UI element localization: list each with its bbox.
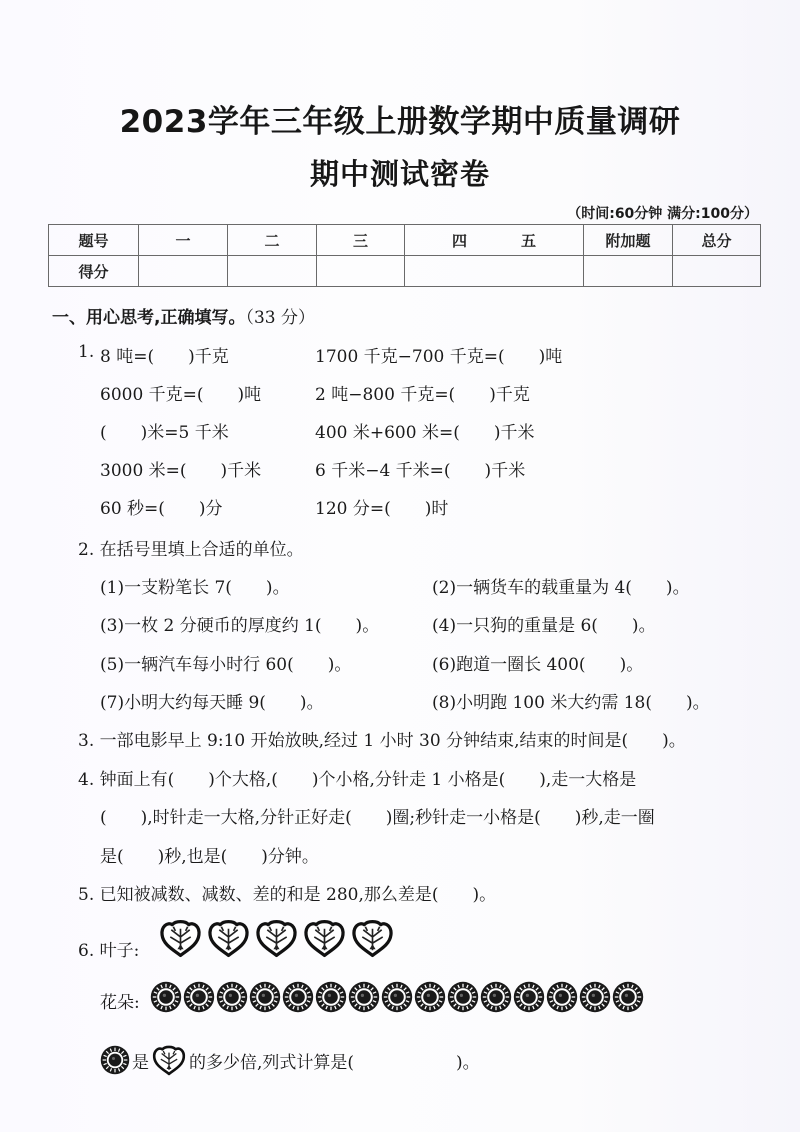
flower-icon — [579, 981, 611, 1013]
score-cell-4-5[interactable] — [405, 256, 584, 287]
exam-time-and-score: （时间:60分钟 满分:100分） — [567, 206, 758, 222]
q6-question — [100, 1044, 480, 1076]
score-cell-bonus[interactable] — [584, 256, 673, 287]
score-cell-1[interactable] — [139, 256, 228, 287]
q6-question-rest: 的多少倍,列式计算是( )。 — [189, 1052, 480, 1073]
score-table — [48, 224, 761, 287]
row-label-question-number: 题号 — [49, 225, 139, 256]
q1-number: 1. — [78, 342, 95, 362]
col-section-1: 一 — [139, 225, 228, 256]
q1-item-6: 400 米+600 米=( )千米 — [315, 423, 535, 443]
col-total: 总分 — [673, 225, 761, 256]
q2-item-2: (2)一辆货车的载重量为 4( )。 — [432, 578, 690, 598]
q1-item-10: 120 分=( )时 — [315, 499, 449, 519]
flower-icon — [546, 981, 578, 1013]
row-label-score: 得分 — [49, 256, 139, 287]
section-1-points: （33 分） — [245, 308, 316, 328]
score-table-score-row — [49, 256, 761, 287]
q2-prompt: 2. 在括号里填上合适的单位。 — [78, 540, 304, 560]
q6-flowers-row — [150, 981, 644, 1013]
q1-item-5: ( )米=5 千米 — [100, 423, 229, 443]
flower-icon — [348, 981, 380, 1013]
col-section-4: 四 — [451, 231, 467, 250]
q2-item-8: (8)小明跑 100 米大约需 18( )。 — [432, 693, 710, 713]
leaf-icon — [350, 918, 395, 958]
q4-line-2: ( ),时针走一大格,分针正好走( )圈;秒针走一小格是( )秒,走一圈 — [100, 808, 655, 828]
section-1-title: 一、用心思考,正确填写。 — [52, 308, 246, 328]
flower-icon — [249, 981, 281, 1013]
flower-icon — [612, 981, 644, 1013]
q6-leaves-label: 6. 叶子: — [78, 941, 140, 961]
flower-icon — [513, 981, 545, 1013]
q2-item-6: (6)跑道一圈长 400( )。 — [432, 655, 644, 675]
leaf-icon — [302, 918, 347, 958]
col-section-2: 二 — [228, 225, 317, 256]
q2-item-1: (1)一支粉笔长 7( )。 — [100, 578, 290, 598]
score-cell-2[interactable] — [228, 256, 317, 287]
flower-icon — [480, 981, 512, 1013]
leaf-icon — [254, 918, 299, 958]
q6-question-is: 是 — [132, 1052, 149, 1073]
flower-icon — [150, 981, 182, 1013]
q3: 3. 一部电影早上 9:10 开始放映,经过 1 小时 30 分钟结束,结束的时间是( )。 — [78, 731, 686, 751]
flower-icon — [447, 981, 479, 1013]
q2-item-5: (5)一辆汽车每小时行 60( )。 — [100, 655, 352, 675]
q1-item-2: 1700 千克−700 千克=( )吨 — [315, 347, 563, 367]
score-cell-total[interactable] — [673, 256, 761, 287]
q2-item-7: (7)小明大约每天睡 9( )。 — [100, 693, 324, 713]
q1-item-4: 2 吨−800 千克=( )千克 — [315, 385, 530, 405]
leaf-icon — [158, 918, 203, 958]
q1-item-3: 6000 千克=( )吨 — [100, 385, 262, 405]
flower-icon — [315, 981, 347, 1013]
q6-flowers-label: 花朵: — [100, 993, 140, 1013]
q5: 5. 已知被减数、减数、差的和是 280,那么差是( )。 — [78, 885, 497, 905]
flower-icon — [414, 981, 446, 1013]
flower-icon — [381, 981, 413, 1013]
flower-icon — [216, 981, 248, 1013]
flower-icon — [100, 1045, 130, 1075]
q1-item-8: 6 千米−4 千米=( )千米 — [315, 461, 526, 481]
exam-subtitle: 期中测试密卷 — [309, 157, 490, 191]
score-table-header-row — [49, 225, 761, 256]
q2-item-3: (3)一枚 2 分硬币的厚度约 1( )。 — [100, 616, 380, 636]
flower-icon — [183, 981, 215, 1013]
q2-item-4: (4)一只狗的重量是 6( )。 — [432, 616, 656, 636]
q4-line-1: 4. 钟面上有( )个大格,( )个小格,分针走 1 小格是( ),走一大格是 — [78, 770, 637, 790]
q1-item-1: 8 吨=( )千克 — [100, 347, 229, 367]
flower-icon — [282, 981, 314, 1013]
col-section-3: 三 — [317, 225, 405, 256]
leaf-icon — [206, 918, 251, 958]
q4-line-3: 是( )秒,也是( )分钟。 — [100, 847, 319, 867]
section-1-heading — [52, 303, 315, 328]
q6-leaves-row — [158, 918, 395, 958]
leaf-icon — [151, 1044, 187, 1076]
q1-item-9: 60 秒=( )分 — [100, 499, 223, 519]
exam-title: 2023学年三年级上册数学期中质量调研 — [119, 104, 681, 140]
score-cell-3[interactable] — [317, 256, 405, 287]
col-section-4-5 — [405, 225, 584, 256]
col-section-5: 五 — [520, 231, 536, 250]
col-bonus: 附加题 — [584, 225, 673, 256]
q1-item-7: 3000 米=( )千米 — [100, 461, 262, 481]
